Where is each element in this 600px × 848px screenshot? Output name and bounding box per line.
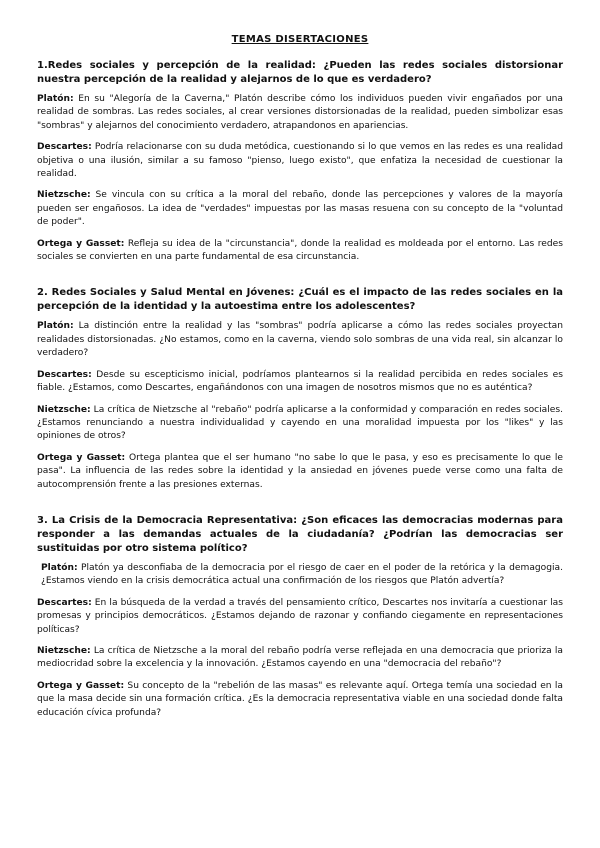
speaker-name: Nietzsche: [37,404,91,415]
speaker-name: Ortega y Gasset: [37,680,125,691]
paragraph-text: En su "Alegoría de la Caverna," Platón describe cómo los individuos pueden vivir engañados por una realidad de sombras. Las redes sociales, al crear versiones distorsionadas de la realidad, pueden simbolizar esas "sombras" y alejarnos del conocimiento verdadero, atrapandonos en apariencias. [37,94,563,131]
paragraph-text: Platón ya desconfiaba de la democracia por el riesgo de caer en el poder de la retórica y la demagogia. ¿Estamos viendo en la crisis democrática actual una confirmación de los riesgos que Platón advertía? [41,562,563,587]
paragraph-ortega [37,452,563,492]
speaker-name: Ortega y Gasset: [37,452,126,463]
paragraph-nietzsche [37,189,563,229]
speaker-name: Nietzsche: [37,190,91,201]
paragraph-platon [37,93,563,133]
paragraph-descartes [37,141,563,181]
section-2 [37,286,563,491]
paragraph-text: En la búsqueda de la verdad a través del pensamiento crítico, Descartes nos invitaría a cuestionar las promesas y principios democráticos. ¿Estamos dejando de razonar y confiando ciegamente en representaciones políticas? [37,597,563,635]
speaker-name: Platón: [37,321,74,332]
speaker-name: Ortega y Gasset: [37,238,125,249]
paragraph-descartes [37,597,563,637]
document-page [37,34,563,728]
paragraph-ortega [37,680,563,720]
section-1 [37,59,563,264]
document-title: TEMAS DISERTACIONES [231,34,369,45]
paragraph-platon [37,562,563,589]
paragraph-text: La distinción entre la realidad y las "sombras" podría aplicarse a cómo las redes sociales proyectan realidades distorsionadas. ¿No estamos, como en la caverna, viendo solo sombras de una vida real, sin alcanzar lo verdadero? [37,321,563,359]
paragraph-text: Desde su escepticismo inicial, podríamos plantearnos si la realidad percibida en redes sociales es fiable. ¿Estamos, como Descartes, engañándonos con una imagen de nosotros mismos que no es auténtica? [37,369,563,394]
paragraph-text: Se vincula con su crítica a la moral del rebaño, donde las percepciones y valores de la mayoría pueden ser engañosos. La idea de "verdades" impuestas por las masas resuena con su concepto de la "voluntad de poder". [37,190,563,228]
paragraph-text: La crítica de Nietzsche a la moral del rebaño podría verse reflejada en una democracia que prioriza la mediocridad sobre la excelencia y la innovación. ¿Estamos cayendo en una "democracia del rebaño"? [37,645,563,670]
speaker-name: Descartes: [37,597,92,608]
paragraph-ortega [37,238,563,265]
paragraph-text: Su concepto de la "rebelión de las masas" es relevante aquí. Ortega temía una sociedad en la que la masa decide sin una formación crítica. ¿Es la democracia representativa viable en una sociedad donde falta educación cívica profunda? [37,680,563,718]
paragraph-descartes [37,369,563,396]
section-title: 3. La Crisis de la Democracia Representativa: ¿Son eficaces las democracias modernas para responder a las demandas actuales de la ciudadanía? ¿Podrían las democracias ser sustituidas por otro sistema político? [37,514,563,554]
section-3 [37,514,563,720]
speaker-name: Descartes: [37,369,92,380]
speaker-name: Nietzsche: [37,645,91,656]
paragraph-text: Ortega plantea que el ser humano "no sabe lo que le pasa, y eso es precisamente lo que le pasa". La influencia de las redes sobre la identidad y la ansiedad en jóvenes puede verse como una falta de autocomprensión frente a las presiones externas. [37,452,563,490]
paragraph-nietzsche [37,645,563,672]
paragraph-text: La crítica de Nietzsche al "rebaño" podría aplicarse a la conformidad y comparación en redes sociales. ¿Estamos renunciando a nuestra individualidad y cayendo en una moralidad impuesta por los "likes" y las opiniones de otros? [37,404,563,442]
speaker-name: Platón: [41,562,78,573]
section-title: 1.Redes sociales y percepción de la realidad: ¿Pueden las redes sociales distorsionar nuestra percepción de la realidad y alejarnos de lo que es verdadero? [37,60,563,85]
speaker-name: Platón: [37,94,74,104]
paragraph-text: Refleja su idea de la "circunstancia", donde la realidad es moldeada por el entorno. Las redes sociales se convierten en una parte fundamental de esa circunstancia. [37,238,563,263]
speaker-name: Descartes: [37,142,92,153]
section-title: 2. Redes Sociales y Salud Mental en Jóvenes: ¿Cuál es el impacto de las redes sociales en la percepción de la identidad y la autoestima entre los adolescentes? [37,287,563,313]
paragraph-platon [37,320,563,360]
paragraph-nietzsche [37,404,563,444]
paragraph-text: Podría relacionarse con su duda metódica, cuestionando si lo que vemos en las redes es una realidad objetiva o una ilusión, similar a su famoso "pienso, luego existo", que enfatiza la necesidad de cuestionar la realidad. [37,142,563,180]
